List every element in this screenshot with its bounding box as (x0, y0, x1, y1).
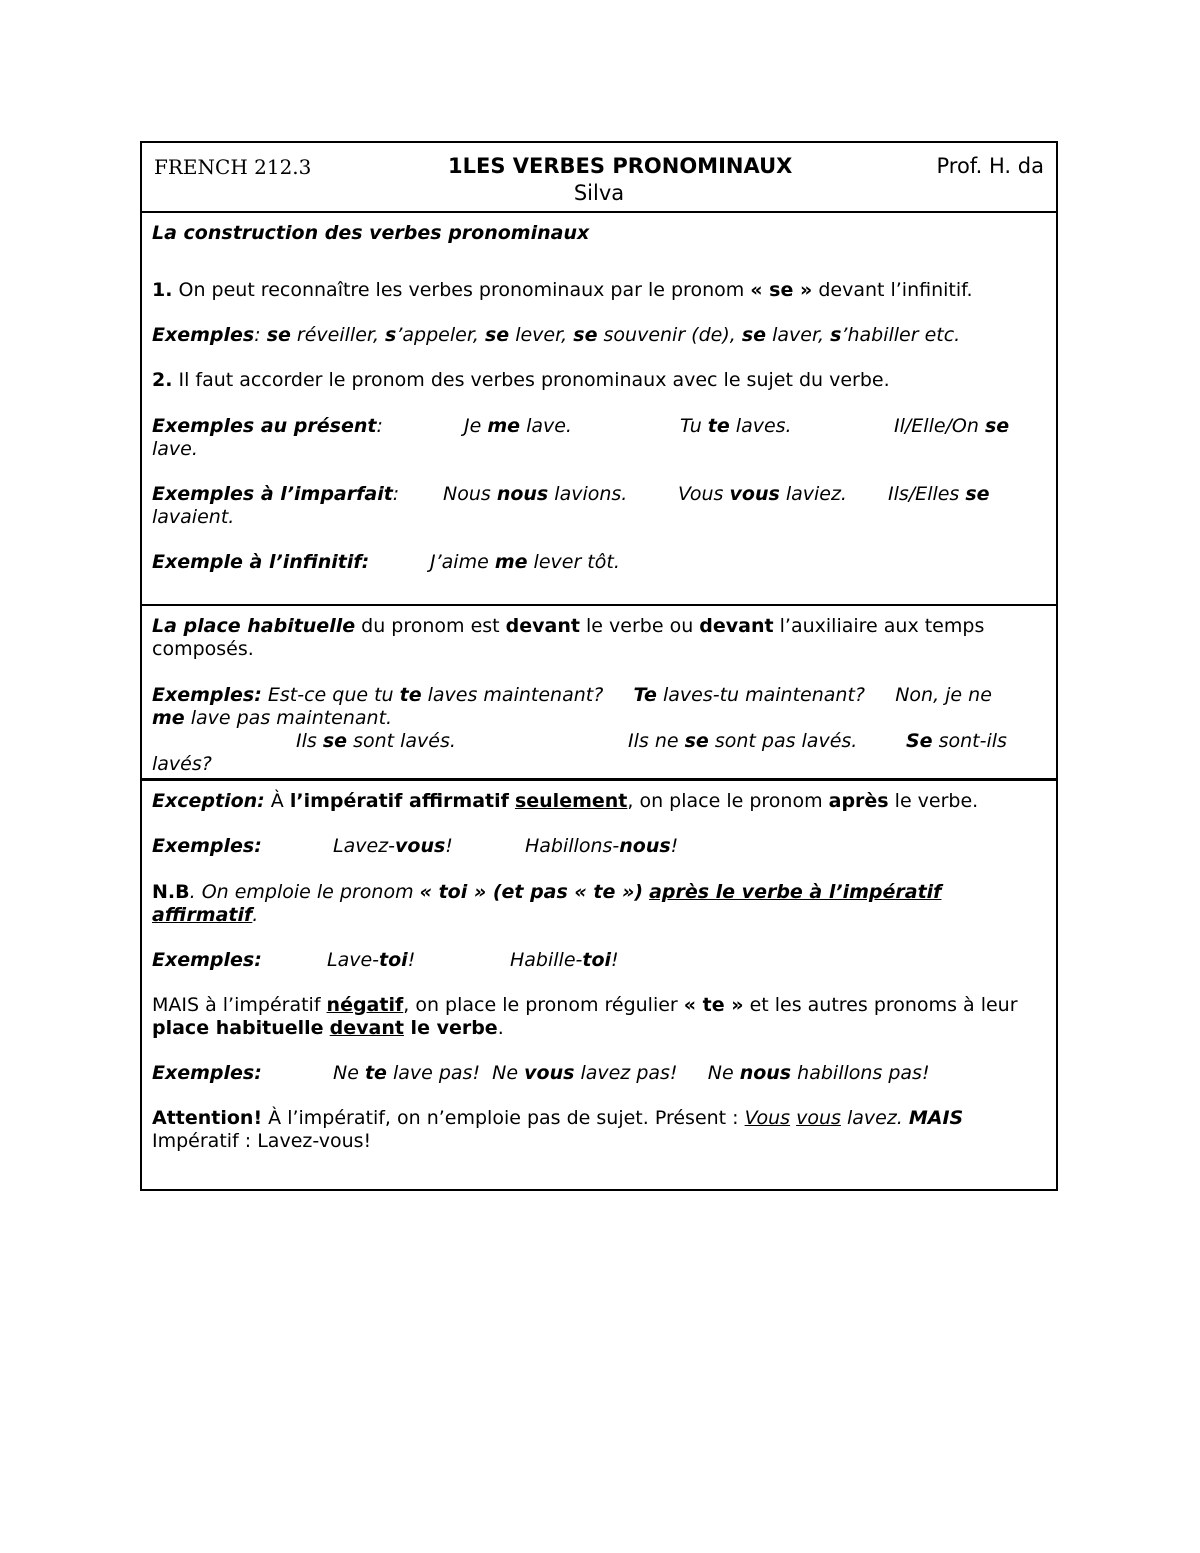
section-place (142, 606, 1056, 781)
rule-2: 2. Il faut accorder le pronom des verbes pronominaux avec le sujet du verbe. (152, 369, 890, 391)
negative-imperative-rule: MAIS à l’impératif négatif, on place le pronom régulier « te » et les autres pronoms à leur place habituelle devant le verbe. (152, 994, 1018, 1039)
nota-bene-examples: Exemples: Lave-toi! Habille-toi! (152, 949, 619, 971)
nota-bene: N.B. On emploie le pronom « toi » (et pas « te ») après le verbe à l’impératif affirmatif. (152, 881, 942, 926)
section-imperatif (142, 781, 1056, 1189)
section-construction (142, 213, 1056, 606)
place-rule: La place habituelle du pronom est devant le verbe ou devant l’auxiliaire aux temps composés. (152, 615, 985, 660)
attention-note: Attention! À l’impératif, on n’emploie pas de sujet. Présent : Vous vous lavez. MAIS Impératif : Lavez-vous! (152, 1107, 964, 1152)
worksheet-table (140, 141, 1058, 1191)
header-row (142, 143, 1056, 213)
example-infinitif: Exemple à l’infinitif: J’aime me lever tôt. (152, 551, 620, 573)
negative-imperative-examples: Exemples: Ne te lave pas! Ne vous lavez pas! Ne nous habillons pas! (152, 1062, 930, 1084)
rule-1: 1. On peut reconnaître les verbes pronominaux par le pronom « se » devant l’infinitif. (152, 279, 973, 301)
examples-present: Exemples au présent: Je me lave. Tu te laves. Il/Elle/On se lave. (152, 415, 1010, 460)
place-examples: Exemples: Est-ce que tu te laves maintenant? Te laves-tu maintenant? Non, je ne me lave pas maintenant. Ils se sont lavés. Ils ne se sont pas lavés. Se sont-ils lavés? (152, 684, 1007, 775)
examples-imparfait: Exemples à l’imparfait: Nous nous lavions. Vous vous laviez. Ils/Elles se lavaient. (152, 483, 990, 528)
section-heading: La construction des verbes pronominaux (152, 222, 590, 244)
exception-rule: Exception: À l’impératif affirmatif seulement, on place le pronom après le verbe. (152, 790, 979, 812)
exception-examples: Exemples: Lavez-vous! Habillons-nous! (152, 835, 679, 857)
professor-name: Prof. H. da (936, 154, 1044, 178)
professor-name-continued: Silva (573, 181, 625, 205)
course-code: FRENCH 212.3 (154, 155, 312, 179)
page-title: 1LES VERBES PRONOMINAUX (448, 154, 793, 178)
examples-infinitive: Exemples: se réveiller, s’appeler, se lever, se souvenir (de), se laver, s’habiller etc. (152, 324, 961, 346)
